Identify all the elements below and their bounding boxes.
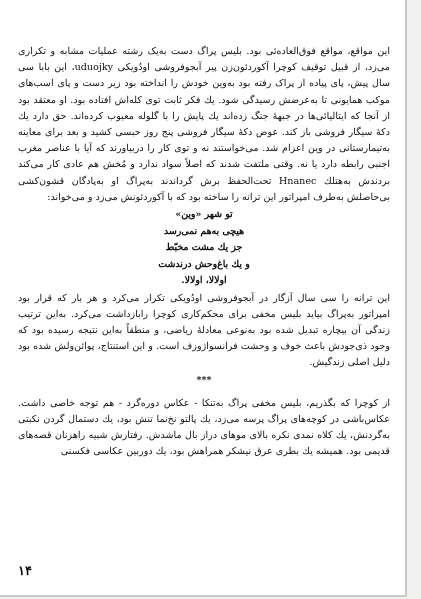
poem-line-3: جز یك مشت مخبّط [165, 242, 243, 254]
page-number: ۱۴ [18, 564, 32, 579]
poem-line-2: هیچی به‌هم نمی‌رسد [163, 225, 245, 237]
poem-line-5: اولالا، اولالا. [181, 275, 227, 287]
poem [18, 207, 390, 290]
paragraph-3: از کوچرا که بگذریم، بلیس مخفی پراگ به‌تنکا - عکاس دوره‌گرد - هم توجه خاصی داشت. عکاس‌باشی در کوچه‌های پراگ پرسه می‌زد، یك پالتو نخ‌نما تنش بود، یك دستمال گردن نکبتی به‌گردنش، یك کلاه نمدی نکره بالای موهای دراز بال ماشدش. رفتارش شبیه راهزنان قصه‌های قدیمی بود. همیشه یك بطری عرق نیشکر همراهش بود، یك دوربین عکاسی فکسنی [18, 397, 390, 458]
poem-line-1: تو شهر «وین» [175, 209, 233, 221]
paragraph-2: این ترانه را سی سال آزگار در آبجوفروشی اودُویکی تکرار می‌کرد و هر بار که قرار بود امپراتور به‌پراگ بیاید بلیس مخفی برای محکم‌کاری کوچرا رابازداشت می‌کرد. به‌این ترتیب زندگی آن بیچاره تبدیل شده بود به‌نوعی معادلهٔ ریاضی، و منطقاً به‌این نتیجه رسیده بود که وجود ذی‌جودش باعث خوف و وحشت فرانسواژوزف است. و این استنتاج، پوائن‌ولش شده بود دلیل اصلی زندگیش. [18, 292, 390, 369]
poem-line-4: و یك باغ‌وحش درندشت [158, 258, 250, 270]
paragraph-1: این مواقع، مواقع فوق‌العاده‌ئی بود. بلیس پراگ دست به‌یک رشته عملیات مشابه و تکراری می‌زد، از قبیل توقیف کوچرا آکوردئون‌زن پیر آبجوفروشی اودُویکی uduojky، این بابا سی سال پیش، پای پیاده از پراک رفته بود به‌وین خودش را انداخته بود زیر دست و پای اسب‌های موکب همایونی تا به‌عرضش رسیدگی شود. یك فکر ثابت توی کله‌اش افتاده بود. او معتقد بود از آنجا که ایتالیائی‌ها در جبههٔ جنگ زده‌اند یك پایش را با گلوله معیوب کرده‌اند. حق دارد یك دکهٔ سیگار فروشی باز کند. عوض دکهٔ سیگار فروشی پنج روز حبسی کشید و بعد برای معاینه به‌تیمارستانی در وین اعزام شد. می‌خواستند نه و توی کار را دربیاورند که آیا با عناصر مغرب اجنبی رابطه دارد یا نه. وقتی ملتفت شدند که اصلاً سواد ندارد و مُخش هم عادی کار می‌کند بردندش به‌هتلك Hnanec تحت‌الحفظ برش گرداندند به‌پراگ او به‌پادگان قشون‌کشی بی‌حاصلش به‌طرف امپراتور این ترانه را ساخته بود که با آکوردئونش می‌زد و می‌خواند: [18, 46, 390, 203]
page-body [18, 44, 390, 461]
section-separator: *** [196, 374, 212, 386]
